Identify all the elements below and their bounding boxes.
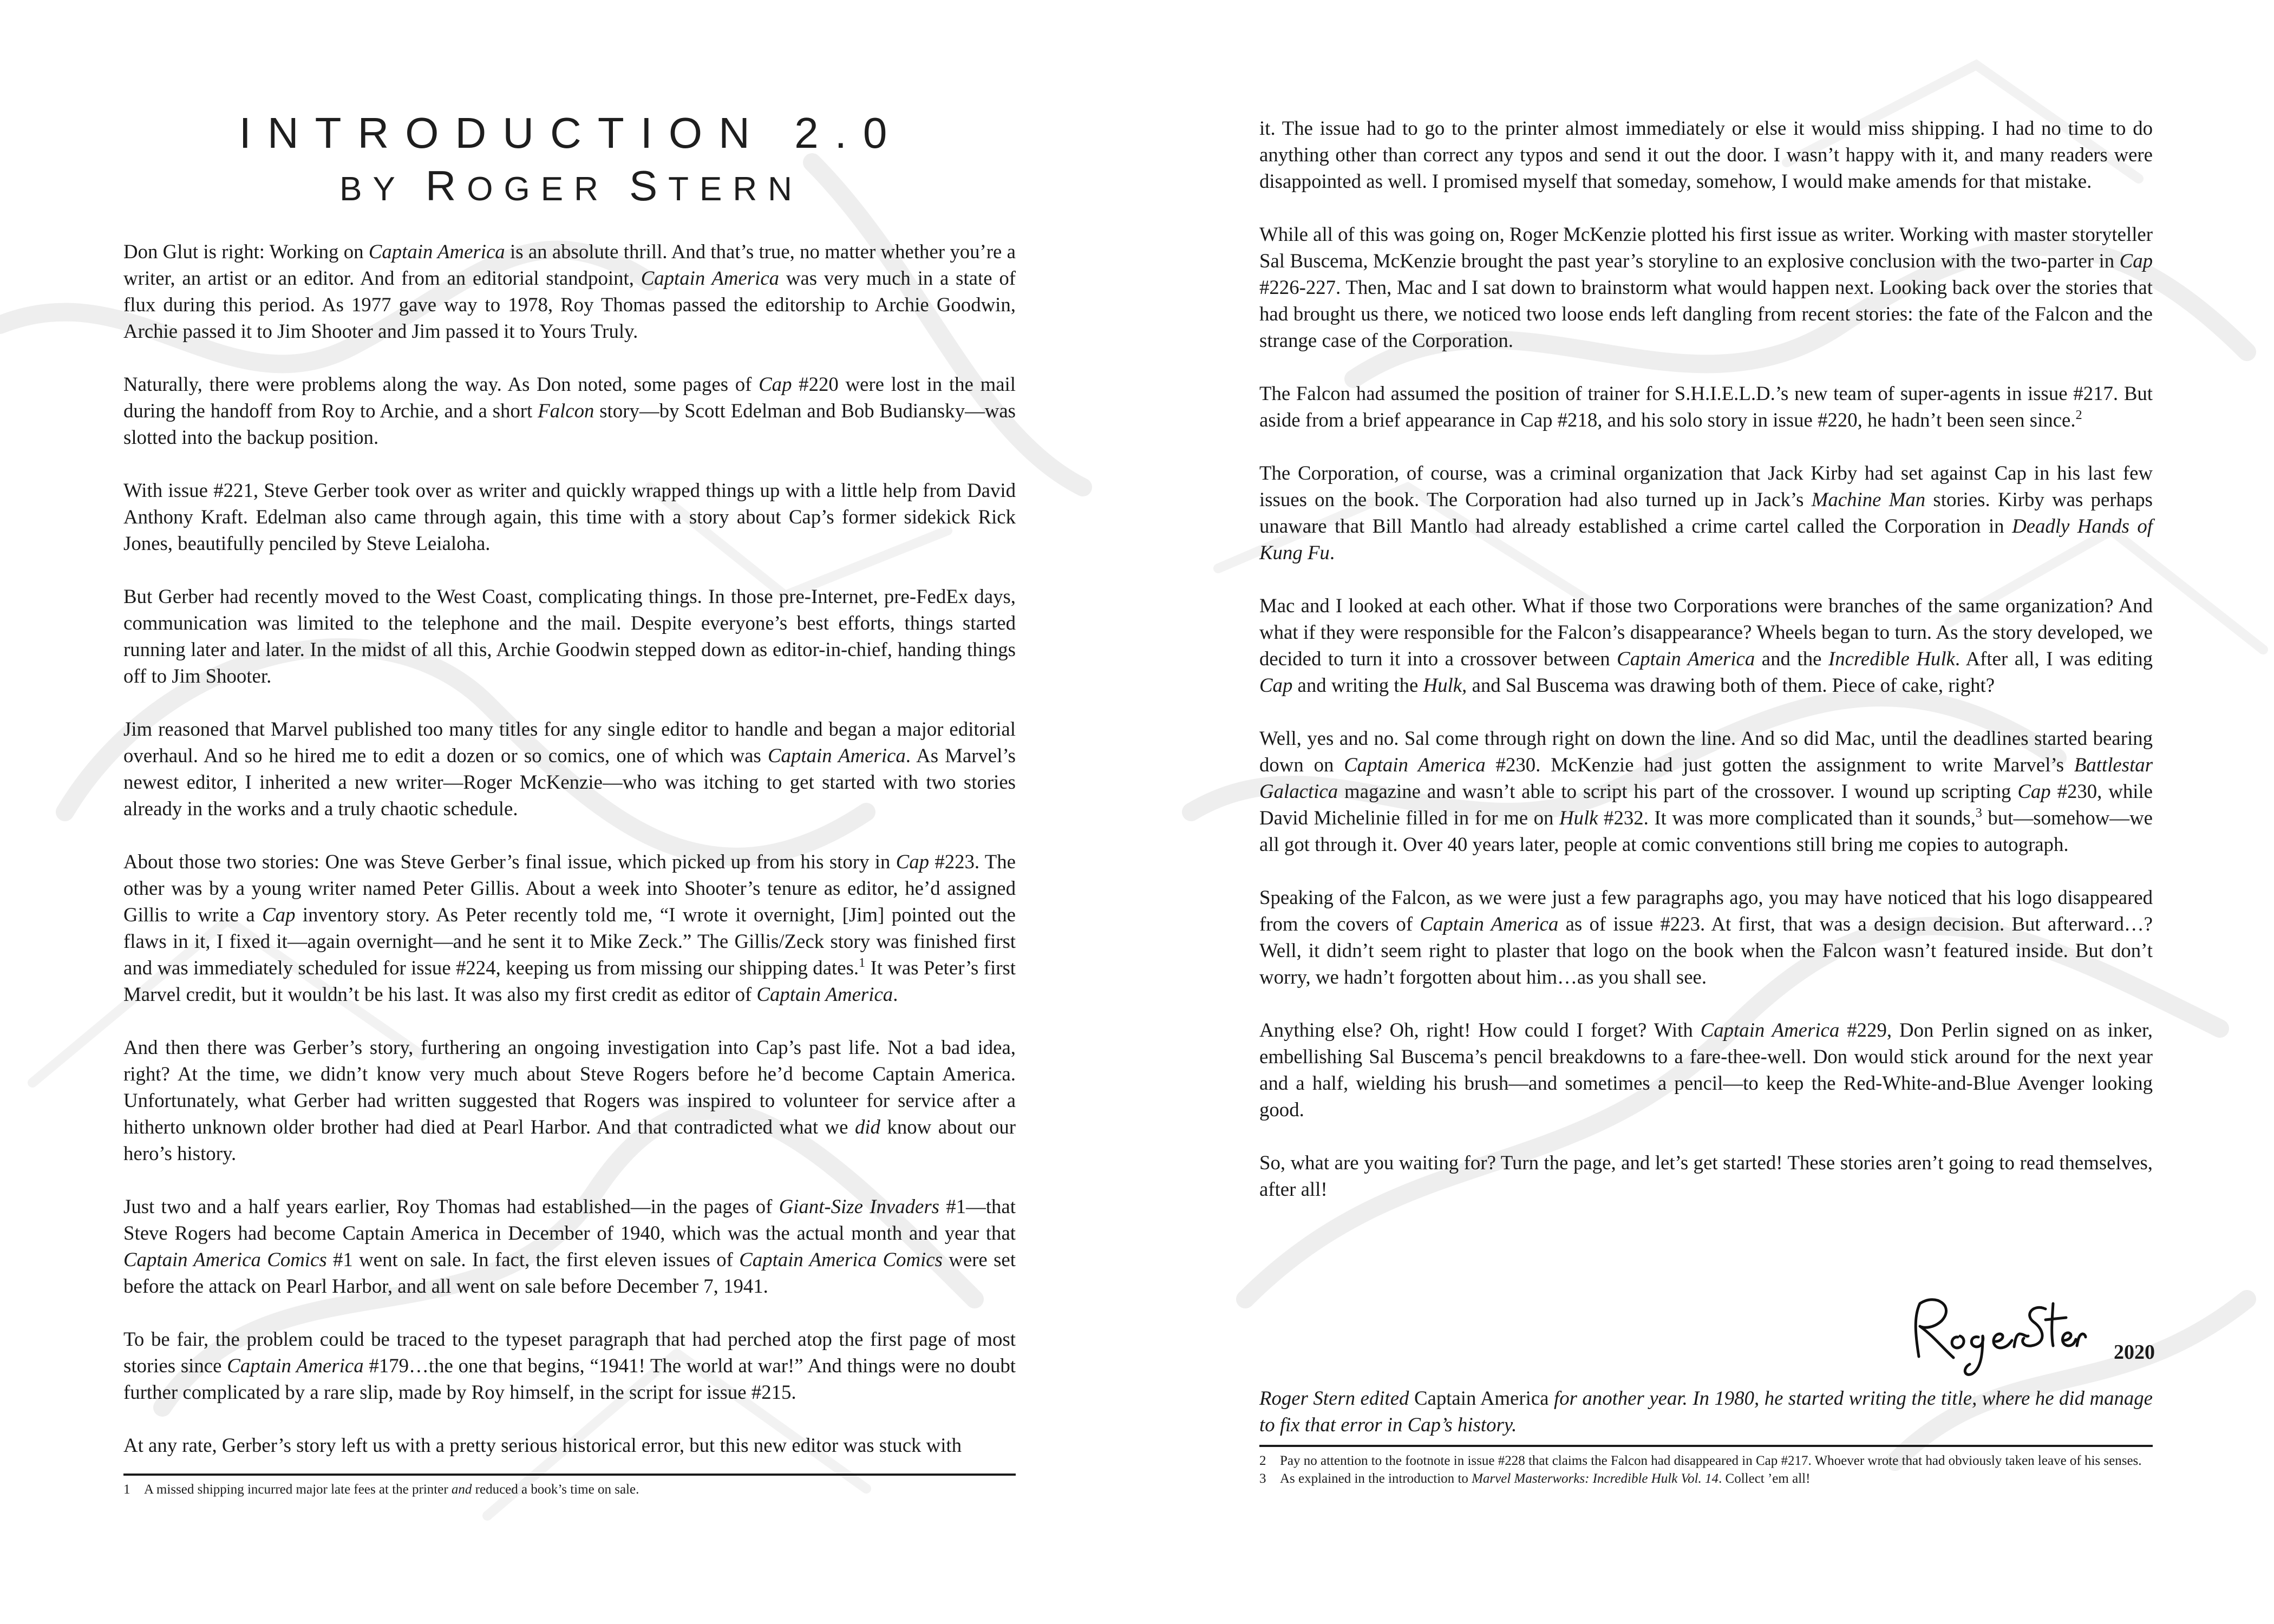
footnote (123, 1481, 1016, 1498)
body-paragraph (123, 1034, 1016, 1167)
left-footnotes (123, 1474, 1016, 1498)
text-run: Well, yes and no. Sal come through right on down the line. And so did Mac, until the deadlines started bearing down on (1259, 727, 2153, 776)
footnote-number: 2 (1259, 1453, 1266, 1468)
italic-text: did (854, 1116, 880, 1138)
italic-text: Cap (1259, 674, 1293, 696)
italic-text: Captain America (1700, 1019, 1840, 1041)
text-run: . Collect ’em all! (1718, 1471, 1811, 1486)
page-title: INTRODUCTION 2.0 (239, 109, 904, 157)
body-paragraph (123, 477, 1016, 556)
body-paragraph (123, 583, 1016, 689)
italic-text: Cap (262, 903, 296, 926)
body-paragraph (123, 238, 1016, 344)
body-paragraph (1259, 725, 2153, 857)
text-run: and the (1755, 647, 1828, 670)
footnote-number: 3 (1259, 1471, 1266, 1486)
text-run: story—by Scott Edelman and Bob Budiansky—was slotted into the backup position. (123, 400, 1016, 448)
italic-text: Captain America Comics (123, 1248, 327, 1271)
italic-text: Captain America (641, 267, 780, 289)
signature-name: Roger Stern (1904, 1287, 1906, 1288)
text-run: #226-227. Then, Mac and I sat down to brainstorm what would happen next. Looking back over the stories that had brought us there, we noticed two loose ends left dangling from recent stories: the fate of the Falcon and the strange case of the Corporation. (1259, 276, 2153, 351)
italic-text: Incredible Hulk (1828, 647, 1955, 670)
text-run: #179…the one that begins, “1941! The world at war!” And things were no doubt further complicated by a rare slip, made by Roy himself, in the script for issue #215. (123, 1354, 1016, 1403)
text-run: #1—that Steve Rogers had become Captain America in December of 1940, which was the actual month and year that (123, 1195, 1016, 1244)
text-run: #230, while David Michelinie filled in for me on (1259, 780, 2153, 829)
body-paragraph (123, 1326, 1016, 1405)
footnote-text (144, 1481, 1016, 1498)
italic-text: Cap (2119, 250, 2153, 272)
footnote (1259, 1470, 2153, 1488)
text-run: But Gerber had recently moved to the West Coast, complicating things. In those pre-Internet, pre-FedEx days, communication was limited to the telephone and the mail. Despite everyone’s best efforts, things started running later and later. In the midst of all this, Archie Goodwin stepped down as editor-in-chief, handing things off to Jim Shooter. (123, 585, 1016, 687)
editor-note (1259, 1385, 2153, 1438)
text-run: . After all, I was editing (1955, 647, 2153, 670)
italic-text: Deadly Hands of Kung Fu (1259, 515, 2153, 564)
text-run: As explained in the introduction to (1280, 1471, 1472, 1486)
text-run: So, what are you waiting for? Turn the page, and let’s get started! These stories aren’t going to read themselves, after all! (1259, 1151, 2153, 1200)
body-paragraph (1259, 460, 2153, 566)
text-run: Jim reasoned that Marvel published too many titles for any single editor to handle and began a major editorial overhaul. And so he hired me to edit a dozen or so comics, one of which was (123, 718, 1016, 767)
text-run: . As Marvel’s newest editor, I inherited a new writer—Roger McKenzie—who was itching to get started with two stories already in the works and a truly chaotic schedule. (123, 744, 1016, 820)
italic-text: Captain America (756, 983, 893, 1005)
text-run: And then there was Gerber’s story, furthering an ongoing investigation into Cap’s past life. Not a bad idea, right? At the time, we didn’t know very much about Steve Rogers before he’d become Captain America. Unfortunately, what Gerber had written suggested that Rogers was inspired to volunteer for service after a hitherto unknown older brother had died at Pearl Harbor. And that contradicted what we (123, 1036, 1016, 1138)
italic-text: Machine Man (1811, 488, 1926, 510)
byline: BY ROGER STERN (339, 162, 803, 209)
text-run: was very much in a state of flux during this period. As 1977 gave way to 1978, Roy Thomas passed the editorship to Archie Goodwin, Archie passed it to Jim Shooter and Jim passed it to Yours Truly. (123, 267, 1016, 342)
text-run: but—somehow—we all got through it. Over 40 years later, people at comic conventions still bring me copies to autograph. (1259, 807, 2153, 855)
italic-text: Captain America (1344, 754, 1486, 776)
italic-text: Hulk (1559, 807, 1598, 829)
text-run: reduced a book’s time on sale. (472, 1482, 639, 1497)
text-run: A missed shipping incurred major late fees at the printer (144, 1482, 452, 1497)
body-paragraph (123, 848, 1016, 1007)
signature-year: 2020 (2114, 1341, 2155, 1364)
body-paragraph (1259, 884, 2153, 990)
left-body-text (123, 238, 1016, 1458)
right-footnotes (1259, 1445, 2153, 1488)
text-run: At any rate, Gerber’s story left us with a pretty serious historical error, but this new editor was stuck with (123, 1434, 962, 1456)
text-run: it. The issue had to go to the printer almost immediately or else it would miss shipping. I had no time to do anything other than correct any typos and send it out the door. I wasn’t happy with it, and many readers were disappointed as well. I promised myself that someday, somehow, I would make amends for that mistake. (1259, 117, 2153, 192)
body-paragraph (123, 371, 1016, 450)
italic-text: Giant-Size Invaders (779, 1195, 939, 1217)
footnote-text (1280, 1452, 2153, 1470)
text-run: #220 were lost in the mail during the handoff from Roy to Archie, and a short (123, 373, 1016, 422)
text-run: The Falcon had assumed the position of trainer for S.H.I.E.L.D.’s new team of super-agents in issue #217. But aside from a brief appearance in Cap #218, and his solo story in issue #220, he hadn’t been seen since. (1259, 382, 2153, 431)
text-run: is an absolute thrill. And that’s true, no matter whether you’re a writer, an artist or an editor. And from an editorial standpoint, (123, 240, 1016, 289)
italic-text: Marvel Masterworks: Incredible Hulk Vol. 14 (1472, 1471, 1719, 1486)
italic-text: Captain America Comics (739, 1248, 943, 1271)
italic-text: Cap (896, 850, 930, 873)
author-signature (1904, 1287, 2088, 1379)
text-run: #230. McKenzie had just gotten the assignment to write Marvel’s (1485, 754, 2074, 776)
footnote (1259, 1452, 2153, 1470)
text-run: Just two and a half years earlier, Roy Thomas had established—in the pages of (123, 1195, 779, 1217)
text-run: stories. Kirby was perhaps unaware that Bill Mantlo had already established a crime cartel called the Corporation in (1259, 488, 2153, 537)
roman-text: Captain America (1414, 1387, 1549, 1409)
text-run: . (1329, 541, 1335, 564)
text-run: Roger Stern edited (1259, 1387, 1414, 1409)
text-run: #229, Don Perlin signed on as inker, embellishing Sal Buscema’s pencil breakdowns to a fare-thee-well. Don would stick around for the next year and a half, wielding his brush—and sometimes a pencil—to keep the Red-White-and-Blue Avenger looking good. (1259, 1019, 2153, 1121)
italic-text: Captain America (227, 1354, 364, 1377)
text-run: for another year. In 1980, he started writing the title, where he did manage to fix that error in Cap’s history. (1259, 1387, 2153, 1436)
text-run: With issue #221, Steve Gerber took over as writer and quickly wrapped things up with a little help from David Anthony Kraft. Edelman also came through again, this time with a story about Cap’s former sidekick Rick Jones, beautifully penciled by Steve Leialoha. (123, 479, 1016, 554)
italic-text: Captain America (1617, 647, 1755, 670)
body-paragraph (1259, 380, 2153, 433)
italic-text: Cap (759, 373, 792, 395)
footnote-text (1280, 1470, 2153, 1488)
body-paragraph (123, 716, 1016, 822)
italic-text: Cap (2017, 780, 2051, 802)
footnote-ref: 2 (2075, 408, 2082, 422)
text-run: Naturally, there were problems along the way. As Don noted, some pages of (123, 373, 759, 395)
text-run: magazine and wasn’t able to script his part of the crossover. I wound up scripting (1338, 780, 2018, 802)
text-run: The Corporation, of course, was a criminal organization that Jack Kirby had set against Cap in his last few issues on the book. The Corporation had also turned up in Jack’s (1259, 462, 2153, 510)
body-paragraph (123, 1193, 1016, 1299)
body-paragraph (1259, 221, 2153, 353)
text-run: #1 went on sale. In fact, the first eleven issues of (326, 1248, 740, 1271)
text-run: #223. The other was by a young writer named Peter Gillis. About a week into Shooter’s tenure as editor, he’d assigned Gillis to write a (123, 850, 1016, 926)
body-paragraph (123, 1432, 1016, 1458)
text-run: While all of this was going on, Roger McKenzie plotted his first issue as writer. Working with master storyteller Sal Buscema, McKenzie brought the past year’s storyline to an explosive conclusion with the two-parter in (1259, 223, 2153, 272)
italic-text: Falcon (538, 400, 594, 422)
text-run: were set before the attack on Pearl Harbor, and all went on sale before December 7, 1941. (123, 1248, 1016, 1297)
right-body-text (1259, 115, 2153, 1202)
text-run: . (893, 983, 898, 1005)
footnote-ref: 1 (859, 956, 866, 970)
footnote-number: 1 (123, 1482, 130, 1497)
italic-text: Captain America (368, 240, 505, 263)
text-run: Speaking of the Falcon, as we were just a few paragraphs ago, you may have noticed that his logo disappeared from the covers of (1259, 886, 2153, 935)
text-run: About those two stories: One was Steve Gerber’s final issue, which picked up from his story in (123, 850, 896, 873)
text-run: It was Peter’s first Marvel credit, but it wouldn’t be his last. It was also my first credit as editor of (123, 957, 1016, 1005)
italic-text: and (451, 1482, 472, 1497)
italic-text: Captain America (768, 744, 906, 767)
text-run: #232. It was more complicated than it sounds, (1598, 807, 1976, 829)
text-run: and writing the (1292, 674, 1423, 696)
text-run: Don Glut is right: Working on (123, 240, 369, 263)
body-paragraph (1259, 115, 2153, 194)
body-paragraph (1259, 592, 2153, 698)
italic-text: Battlestar Galactica (1259, 754, 2153, 802)
text-run: inventory story. As Peter recently told me, “I wrote it overnight, [Jim] pointed out the flaws in it, I fixed it—again overnight—and he sent it to Mike Zeck.” The Gillis/Zeck story was finished first and was immediately scheduled for issue #224, keeping us from missing our shipping dates. (123, 903, 1016, 979)
text-run: know about our hero’s history. (123, 1116, 1016, 1164)
text-run: Anything else? Oh, right! How could I forget? With (1259, 1019, 1701, 1041)
text-run: To be fair, the problem could be traced to the typeset paragraph that had perched atop the first page of most stories since (123, 1328, 1016, 1377)
italic-text: Captain America (1420, 913, 1559, 935)
italic-text: Hulk, (1423, 674, 1467, 696)
body-paragraph (1259, 1017, 2153, 1123)
footnote-ref: 3 (1975, 806, 1982, 820)
text-run: Mac and I looked at each other. What if those two Corporations were branches of the same organization? And what if they were responsible for the Falcon’s disappearance? Wheels began to turn. As the story developed, we decided to turn it into a crossover between (1259, 594, 2153, 670)
right-page (1137, 0, 2274, 1624)
text-run: Pay no attention to the footnote in issue #228 that claims the Falcon had disappeared in Cap #217. Whoever wrote that had obviously taken leave of his senses. (1280, 1453, 2142, 1468)
text-run: and Sal Buscema was drawing both of them. Piece of cake, right? (1467, 674, 1995, 696)
body-paragraph (1259, 1149, 2153, 1202)
text-run: as of issue #223. At first, that was a design decision. But afterward…? Well, it didn’t seem right to plaster that logo on the book when the Falcon wasn’t featured inside. But don’t worry, we hadn’t forgotten about him…as you shall see. (1259, 913, 2153, 988)
